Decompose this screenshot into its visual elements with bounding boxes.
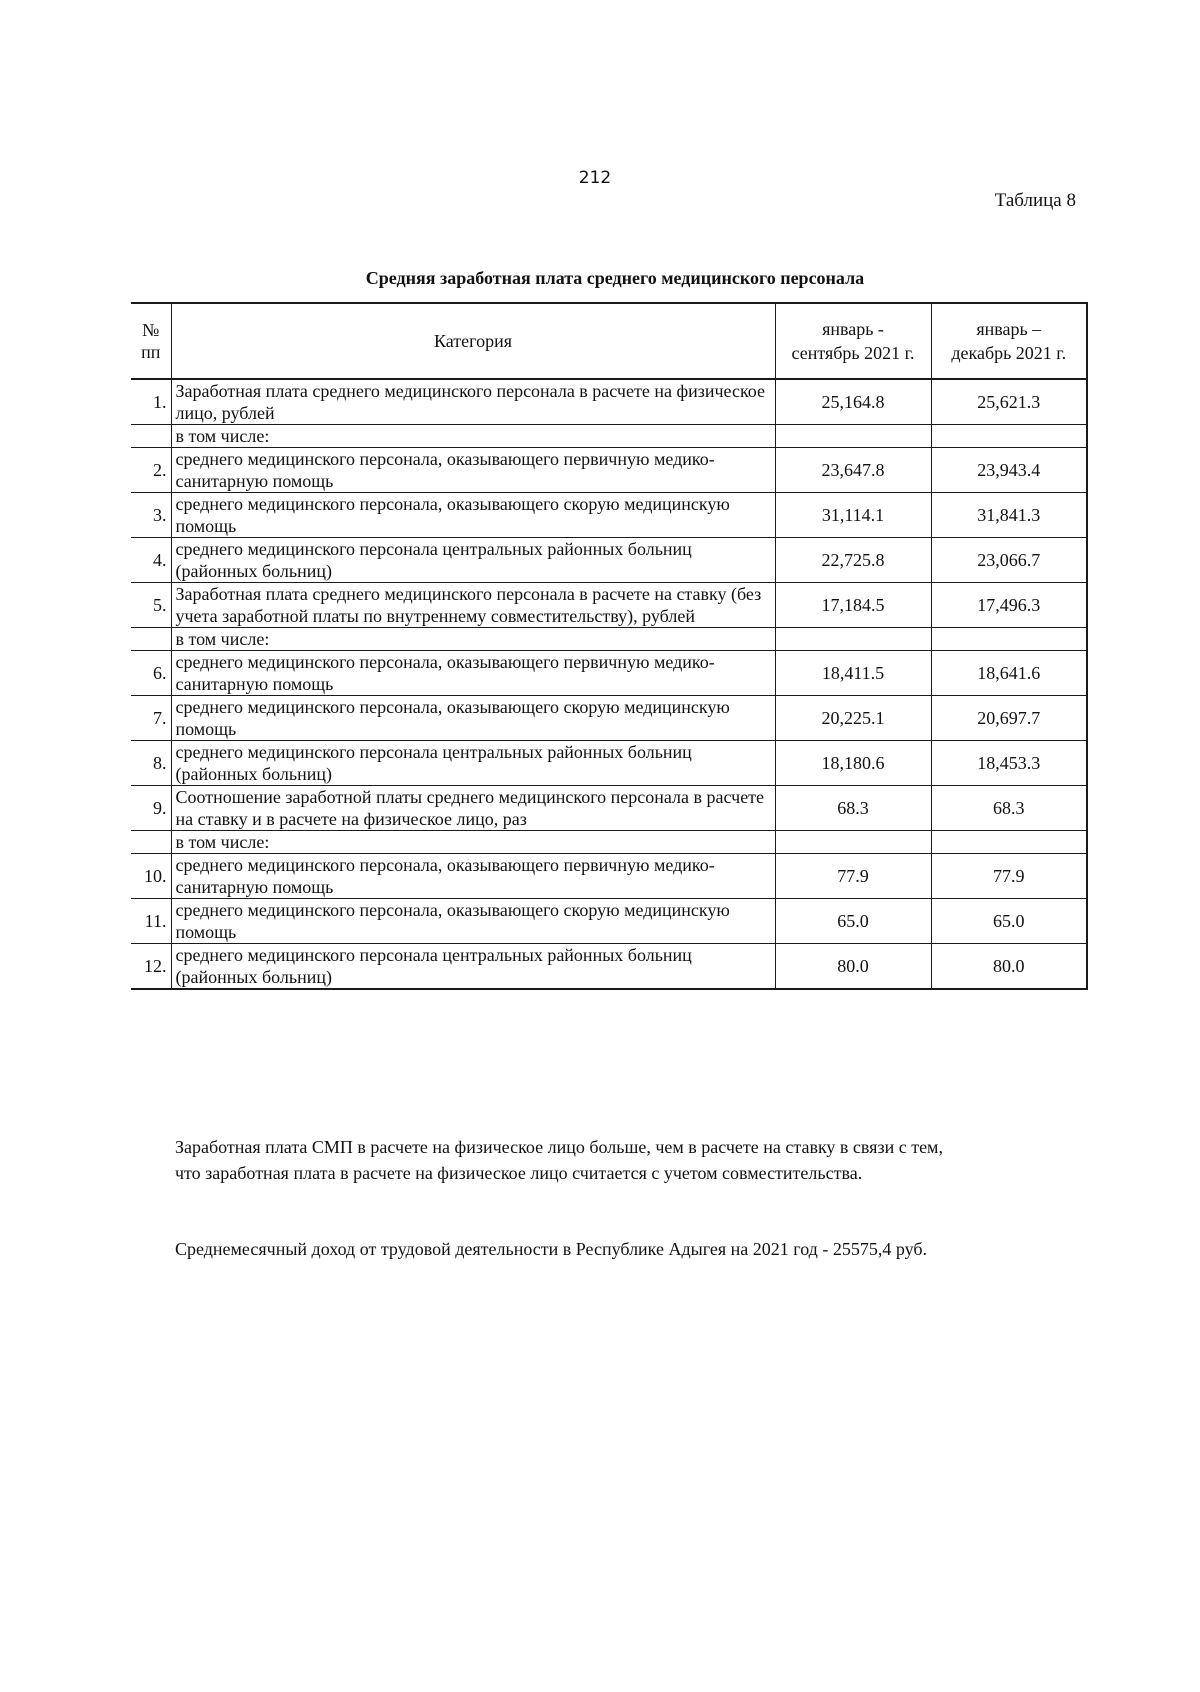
row-value-jan-sep [775, 831, 931, 854]
row-number: 11. [131, 899, 171, 944]
row-number [131, 425, 171, 448]
table-label: Таблица 8 [994, 190, 1076, 211]
row-category: среднего медицинского персонала центральных районных больниц (районных больниц) [171, 538, 775, 583]
row-number: 4. [131, 538, 171, 583]
header-number-line1: № [142, 320, 160, 340]
row-value-jan-sep: 31,114.1 [775, 493, 931, 538]
row-value-jan-sep: 80.0 [775, 944, 931, 990]
table-row [131, 899, 1087, 944]
table-row [131, 854, 1087, 899]
footnote-part-time: Заработная плата СМП в расчете на физическое лицо больше, чем в расчете на ставку в связи с тем, что заработная плата в расчете на физическое лицо считается с учетом совместительства. [175, 1137, 943, 1183]
row-value-jan-dec: 23,943.4 [931, 448, 1087, 493]
table-row [131, 741, 1087, 786]
row-value-jan-dec [931, 628, 1087, 651]
row-value-jan-sep: 68.3 [775, 786, 931, 831]
header-jan-dec [931, 303, 1087, 379]
footnote-average-income: Среднемесячный доход от трудовой деятельности в Республике Адыгея на 2021 год - 25575,4 руб. [175, 1239, 928, 1259]
row-number: 9. [131, 786, 171, 831]
row-value-jan-dec: 68.3 [931, 786, 1087, 831]
row-value-jan-dec [931, 425, 1087, 448]
row-category: Соотношение заработной платы среднего медицинского персонала в расчете на ставку и в расчете на физическое лицо, раз [171, 786, 775, 831]
row-number: 12. [131, 944, 171, 990]
row-category: Заработная плата среднего медицинского персонала в расчете на физическое лицо, рублей [171, 379, 775, 425]
salary-table [131, 302, 1088, 990]
header-jan-sep-line2: сентябрь 2021 г. [791, 343, 915, 363]
row-number: 2. [131, 448, 171, 493]
row-category: среднего медицинского персонала центральных районных больниц (районных больниц) [171, 944, 775, 990]
table-row [131, 628, 1087, 651]
row-number [131, 831, 171, 854]
header-category: Категория [171, 303, 775, 379]
table-header-row [131, 303, 1087, 379]
header-number-line2: пп [141, 342, 161, 362]
table-row [131, 448, 1087, 493]
row-number: 8. [131, 741, 171, 786]
table-row [131, 425, 1087, 448]
row-number: 10. [131, 854, 171, 899]
row-category: среднего медицинского персонала, оказывающего первичную медико-санитарную помощь [171, 651, 775, 696]
page-number: 212 [578, 168, 612, 188]
header-jan-sep [775, 303, 931, 379]
row-value-jan-sep: 20,225.1 [775, 696, 931, 741]
row-value-jan-sep: 23,647.8 [775, 448, 931, 493]
row-number: 3. [131, 493, 171, 538]
table-row [131, 493, 1087, 538]
row-value-jan-dec: 18,453.3 [931, 741, 1087, 786]
table-row [131, 583, 1087, 628]
row-value-jan-sep: 22,725.8 [775, 538, 931, 583]
row-category: в том числе: [171, 628, 775, 651]
row-category: в том числе: [171, 425, 775, 448]
row-value-jan-dec [931, 831, 1087, 854]
row-number: 5. [131, 583, 171, 628]
row-category: среднего медицинского персонала, оказывающего скорую медицинскую помощь [171, 696, 775, 741]
row-value-jan-sep [775, 628, 931, 651]
row-number [131, 628, 171, 651]
row-category: среднего медицинского персонала, оказывающего первичную медико-санитарную помощь [171, 854, 775, 899]
row-category: среднего медицинского персонала, оказывающего скорую медицинскую помощь [171, 899, 775, 944]
row-value-jan-sep: 25,164.8 [775, 379, 931, 425]
row-value-jan-sep: 77.9 [775, 854, 931, 899]
table-title: Средняя заработная плата среднего медицинского персонала [365, 268, 865, 288]
header-jan-dec-line2: декабрь 2021 г. [951, 343, 1067, 363]
row-value-jan-dec: 23,066.7 [931, 538, 1087, 583]
row-category: Заработная плата среднего медицинского персонала в расчете на ставку (без учета заработной платы по внутреннему совместительству), рублей [171, 583, 775, 628]
table-row [131, 786, 1087, 831]
row-value-jan-sep: 17,184.5 [775, 583, 931, 628]
table-row [131, 696, 1087, 741]
row-value-jan-sep: 18,411.5 [775, 651, 931, 696]
row-value-jan-sep: 18,180.6 [775, 741, 931, 786]
table-row [131, 944, 1087, 990]
row-category: в том числе: [171, 831, 775, 854]
row-number: 1. [131, 379, 171, 425]
row-value-jan-dec: 18,641.6 [931, 651, 1087, 696]
row-value-jan-sep: 65.0 [775, 899, 931, 944]
row-value-jan-dec: 80.0 [931, 944, 1087, 990]
row-value-jan-dec: 65.0 [931, 899, 1087, 944]
row-category: среднего медицинского персонала, оказывающего скорую медицинскую помощь [171, 493, 775, 538]
row-number: 7. [131, 696, 171, 741]
row-category: среднего медицинского персонала центральных районных больниц (районных больниц) [171, 741, 775, 786]
row-value-jan-dec: 77.9 [931, 854, 1087, 899]
header-number [131, 303, 171, 379]
row-value-jan-dec: 31,841.3 [931, 493, 1087, 538]
row-value-jan-dec: 20,697.7 [931, 696, 1087, 741]
row-number: 6. [131, 651, 171, 696]
header-jan-sep-line1: январь - [822, 319, 884, 339]
row-value-jan-dec: 17,496.3 [931, 583, 1087, 628]
table-row [131, 379, 1087, 425]
header-jan-dec-line1: январь – [976, 319, 1042, 339]
row-value-jan-dec: 25,621.3 [931, 379, 1087, 425]
table-row [131, 651, 1087, 696]
table-row [131, 831, 1087, 854]
row-value-jan-sep [775, 425, 931, 448]
row-category: среднего медицинского персонала, оказывающего первичную медико-санитарную помощь [171, 448, 775, 493]
table-row [131, 538, 1087, 583]
